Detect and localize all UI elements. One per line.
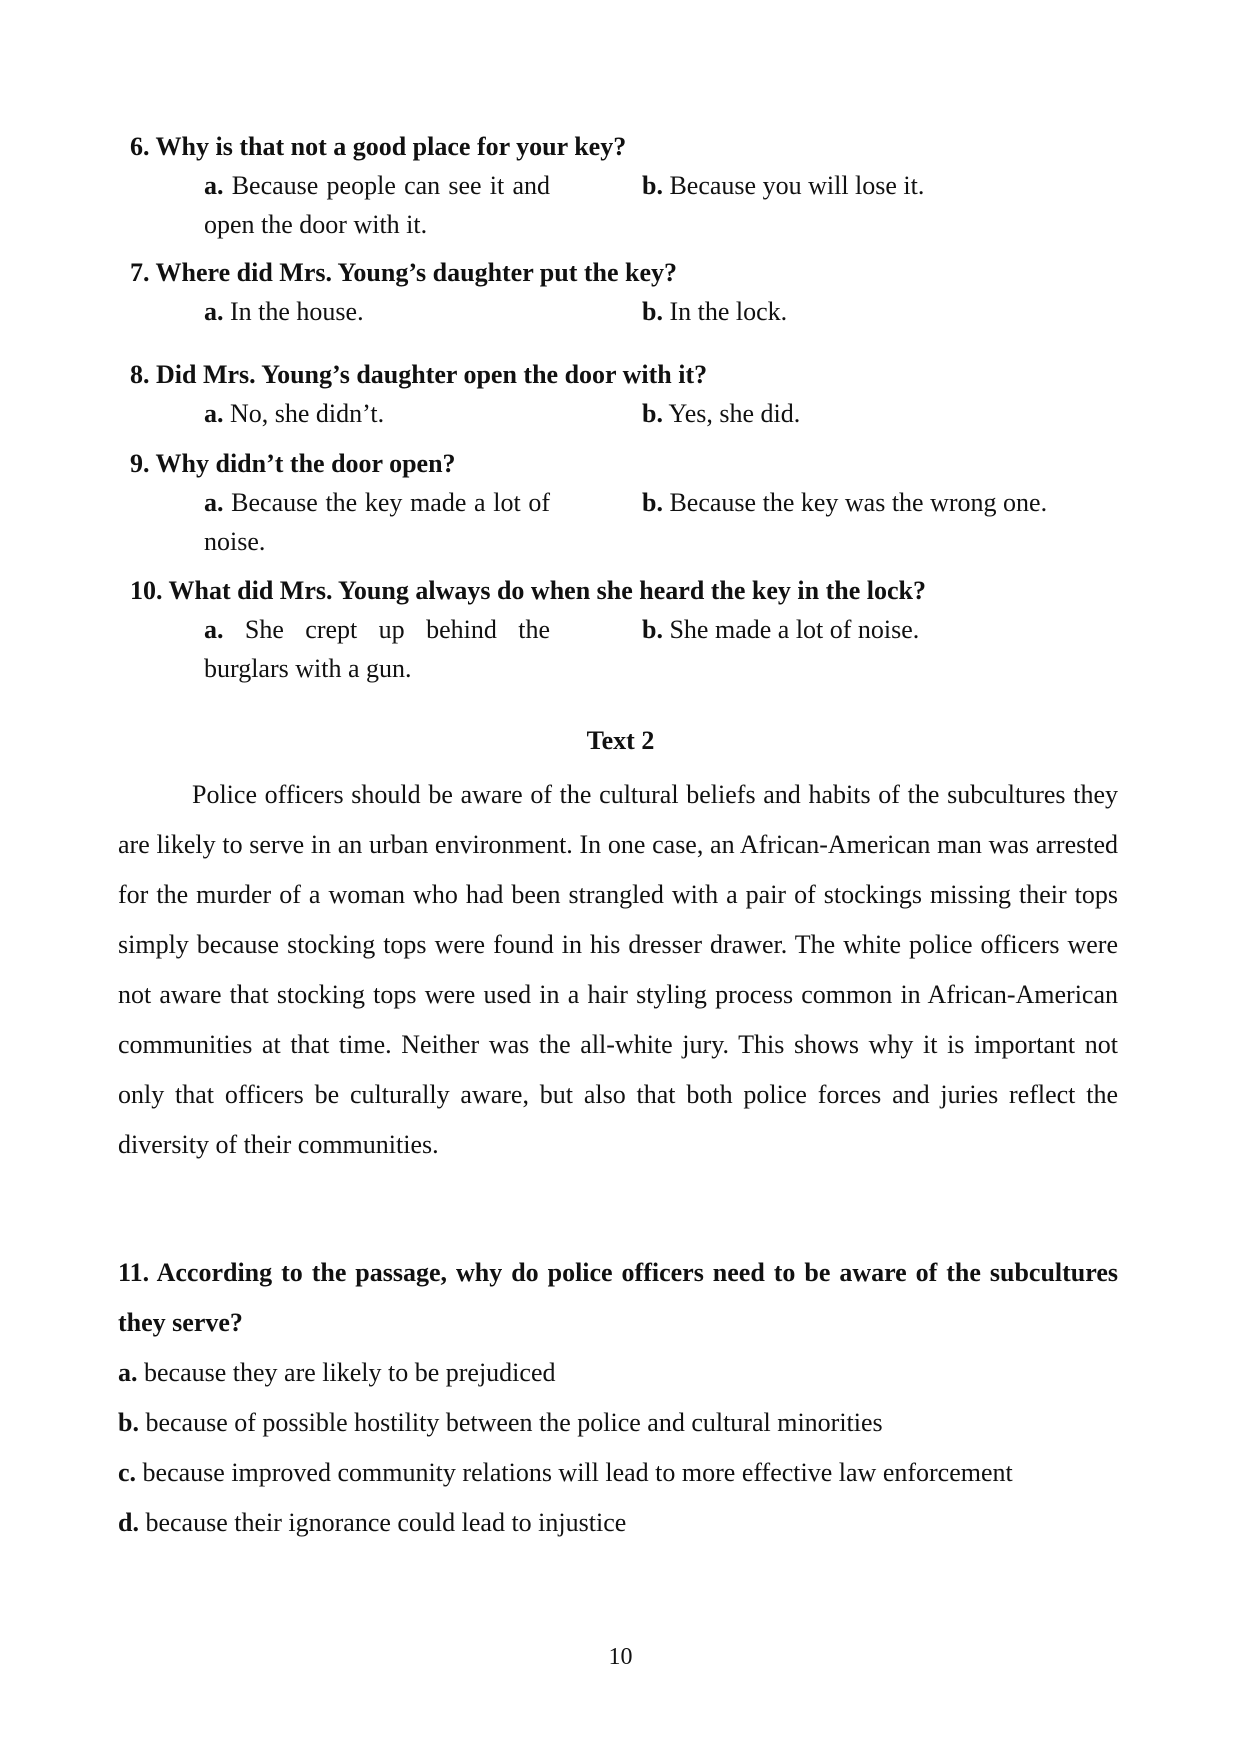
option-label: a. — [204, 399, 224, 428]
question-10 — [130, 572, 1130, 683]
question-9 — [130, 445, 1130, 556]
option-text: Because people can see it and open the door with it. — [204, 171, 550, 239]
option-text: Because the key was the wrong one. — [669, 488, 1048, 517]
question-6-title: 6. Why is that not a good place for your key? — [130, 132, 627, 161]
option-text: because of possible hostility between the police and cultural minorities — [145, 1408, 883, 1437]
question-11-option-a — [118, 1348, 1118, 1398]
question-9-title: 9. Why didn’t the door open? — [130, 449, 456, 478]
text-2-heading: Text 2 — [586, 726, 655, 755]
question-9-option-a — [204, 483, 550, 561]
question-8-option-b — [642, 394, 800, 433]
question-7-option-b — [642, 292, 787, 331]
option-text: because they are likely to be prejudiced — [144, 1358, 556, 1387]
question-11-option-b — [118, 1398, 1118, 1448]
option-label: b. — [118, 1408, 139, 1437]
question-11 — [118, 1248, 1118, 1548]
option-text: No, she didn’t. — [230, 399, 385, 428]
option-label: b. — [642, 615, 663, 644]
option-label: c. — [118, 1458, 137, 1487]
question-11-title: 11. According to the passage, why do police officers need to be aware of the subcultures they serve? — [118, 1258, 1118, 1337]
question-7 — [130, 254, 1130, 326]
option-text: because improved community relations will lead to more effective law enforcement — [142, 1458, 1013, 1487]
option-text: In the lock. — [669, 297, 788, 326]
question-7-title: 7. Where did Mrs. Young’s daughter put the key? — [130, 258, 678, 287]
option-label: a. — [118, 1358, 138, 1387]
question-7-option-a — [204, 292, 550, 331]
question-9-option-b — [642, 483, 1047, 522]
option-label: a. — [204, 297, 224, 326]
option-label: b. — [642, 488, 663, 517]
option-text: Yes, she did. — [668, 399, 801, 428]
option-text: Because the key made a lot of noise. — [204, 488, 551, 556]
question-6 — [130, 128, 1130, 239]
option-label: b. — [642, 297, 663, 326]
page-number: 10 — [608, 1644, 633, 1670]
option-text: Because you will lose it. — [669, 171, 925, 200]
option-text: She made a lot of noise. — [669, 615, 920, 644]
question-10-option-b — [642, 610, 919, 649]
option-label: d. — [118, 1508, 139, 1537]
option-label: a. — [204, 488, 224, 517]
question-6-option-b — [642, 166, 924, 205]
option-label: b. — [642, 171, 663, 200]
question-10-option-a — [204, 610, 550, 688]
text-2-passage: Police officers should be aware of the cultural beliefs and habits of the subcultures they are likely to serve in an urban environment. In one case, an African-American man was arrested for the murder of a woman who had been strangled with a pair of stockings missing their tops simply because stocking tops were found in his dresser drawer. The white police officers were not aware that stocking tops were used in a hair styling process common in African-American communities at that time. Neither was the all-white jury. This shows why it is important not only that officers be culturally aware, but also that both police forces and juries reflect the diversity of their communities. — [118, 780, 1118, 1159]
question-8 — [130, 356, 1130, 428]
question-10-title: 10. What did Mrs. Young always do when she heard the key in the lock? — [130, 576, 926, 605]
option-text: In the house. — [230, 297, 364, 326]
question-11-option-d — [118, 1498, 1118, 1548]
option-label: b. — [642, 399, 663, 428]
question-6-option-a — [204, 166, 550, 244]
question-8-title: 8. Did Mrs. Young’s daughter open the door with it? — [130, 360, 708, 389]
option-label: a. — [204, 615, 224, 644]
question-11-option-c — [118, 1448, 1118, 1498]
option-label: a. — [204, 171, 224, 200]
question-8-option-a — [204, 394, 550, 433]
option-text: because their ignorance could lead to injustice — [145, 1508, 627, 1537]
option-text: She crept up behind the burglars with a gun. — [204, 615, 550, 683]
